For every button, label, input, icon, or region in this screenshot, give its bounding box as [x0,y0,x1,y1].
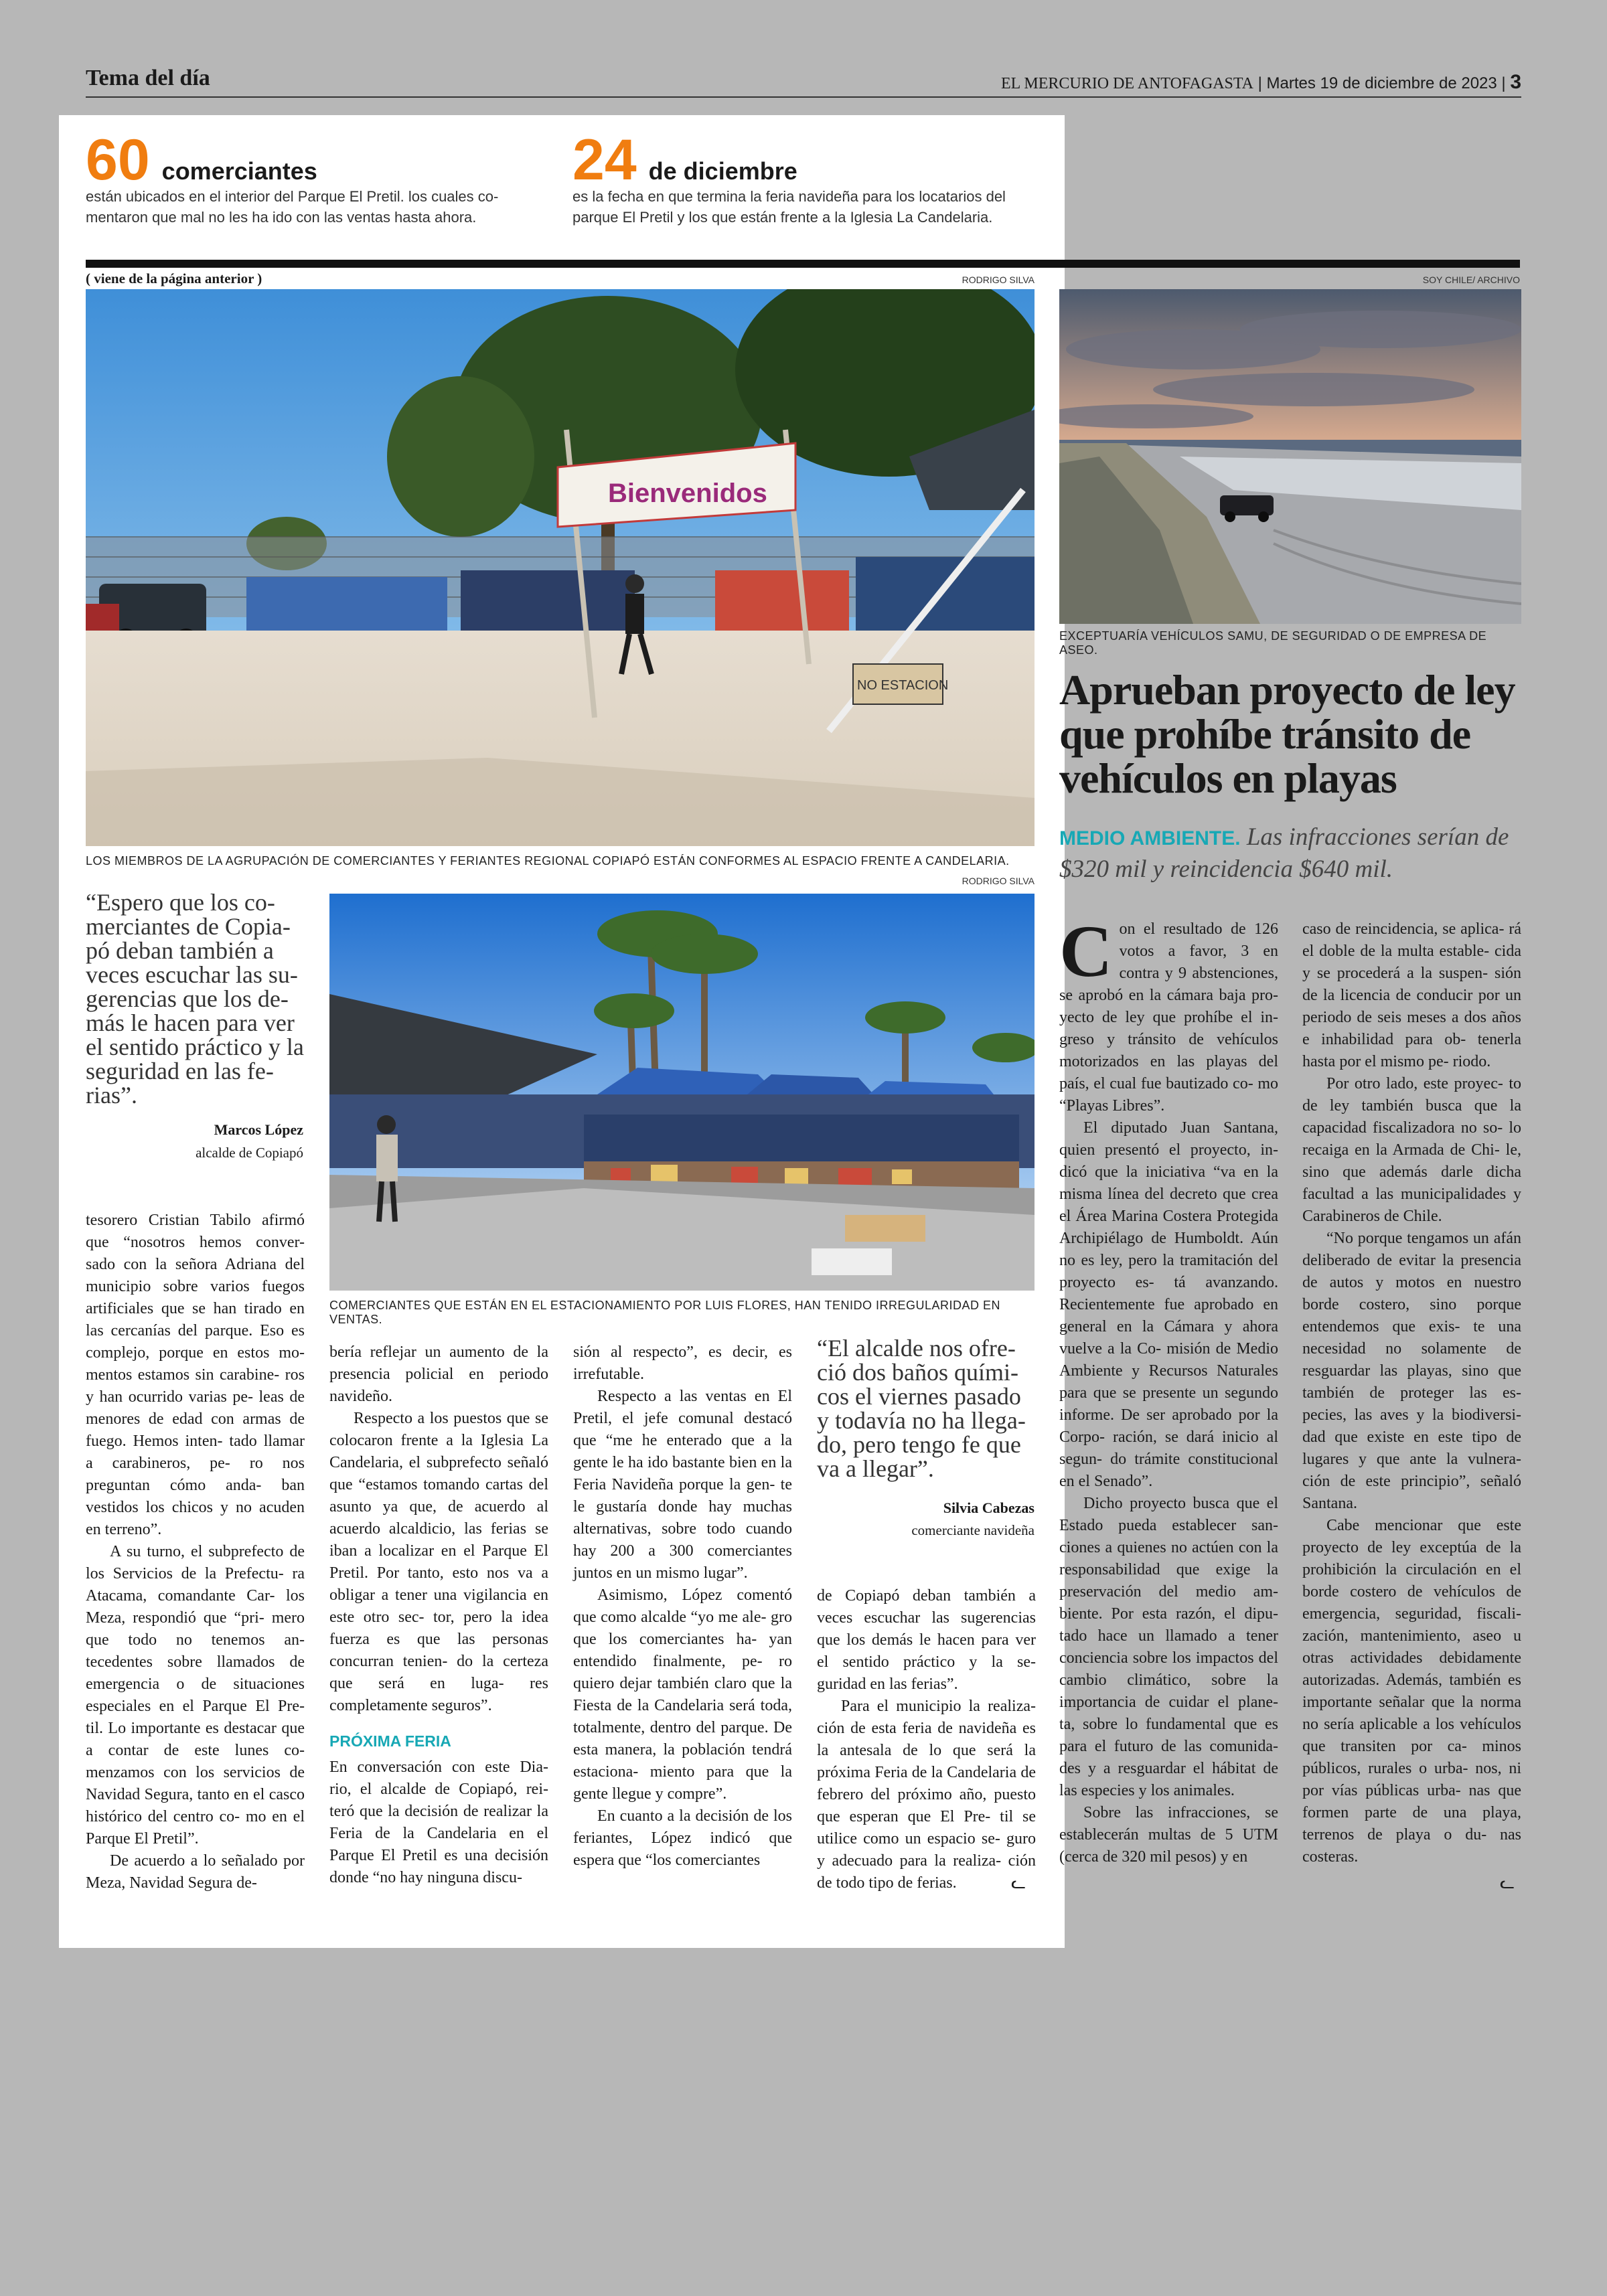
section-label: Tema del día [86,66,210,90]
paragraph: Cabe mencionar que este proyecto de ley exceptúa de la prohibición la circulación en el borde costero de vehículos de emergencia, seguridad, fiscali- zación, mantenimiento, aseo u otras actividades debidamente autorizadas. Además, también es importante señalar que la norma no sería aplicable a los vehículos que transiten por ca- minos públicos, rurales o urba- nos, ni por vías públicas urba- nas que formen parte de una playa, terrenos de playa o du- nas costeras. [1302,1517,1521,1866]
main-article-col-4 [817,1585,1036,1894]
header-rule [86,96,1521,98]
paragraph: sión al respecto”, es decir, es irrefutable. [573,1343,792,1383]
stat-number: 60 [86,128,150,192]
side-kicker: MEDIO AMBIENTE. [1059,827,1241,849]
main-article-col-2 [329,1341,548,1889]
paragraph: Respecto a las ventas en El Pretil, el jefe comunal destacó que “me he enterado que a la gente le ha ido bastante bien en la Feria Navideña porque la gen- te le gustaría donde hay muchas alternativas, sobre todo cuando hay 200 a 300 comerciantes juntos en un mismo lugar”. [573,1388,792,1582]
subheading-proxima-feria: PRÓXIMA FERIA [329,1732,451,1750]
paragraph-text: on el resultado de 126 votos a favor, 3 en contra y 9 abstenciones, se aprobó en la cámara baja pro- yecto de ley que prohíbe el in- greso y tránsito de vehículos motorizados en las playas del país, el cual fue bautizado co- mo “Playas Libres”. [1059,920,1278,1115]
paragraph: caso de reincidencia, se aplica- rá el doble de la multa estable- cida y se procederá a la suspen- sión de la licencia de conducir por un periodo de seis meses a dos años e inhabilidad para ob- tenerla hasta por el mismo pe- riodo. [1302,920,1521,1070]
main-article-col-1 [86,1210,305,1894]
side-headline: Aprueban proyecto de ley que prohíbe tránsito de vehículos en playas [1059,666,1515,802]
paragraph: de Copiapó deban también a veces escuchar las sugerencias que los demás le hacen para ver el sentido práctico y la se- guridad en las ferias”. [817,1587,1036,1693]
quote1-role: alcalde de Copiapó [196,1145,303,1161]
pull-quote-2: “El alcalde nos ofre- ció dos baños quími- cos el viernes pasado y todavía no ha llega- do, pero tengo fe que va a llegar”. [817,1335,1026,1482]
stat-block-1 [86,128,554,228]
dropcap: C [1059,910,1113,992]
continued-label: ( viene de la página anterior ) [86,270,262,286]
end-mark: ᓚ [1011,1873,1026,1892]
side-article-col-1 [1059,910,1278,1868]
photo1-caption: LOS MIEMBROS DE LA AGRUPACIÓN DE COMERCIANTES Y FERIANTES REGIONAL COPIAPÓ ESTÁN CONFORMES AL ESPACIO FRENTE A CANDELARIA. [86,854,1010,868]
paragraph: El diputado Juan Santana, quien presentó el proyecto, in- dicó que la iniciativa “va en la misma línea del decreto que crea el Área Marina Costera Protegida Archipiélago de Humboldt. Aún no es ley, pero la tramitación del proyecto es- tá avanzando. Recientemente fue aprobado en general en la Cámara y ahora vuelve a la Co- misión de Medio Ambiente y Recursos Naturales para que se presente un segundo informe. De ser aprobado por la Corpo- ración, se dará inicio al segun- do trámite constitucional en el Senado”. [1059,1119,1278,1490]
paragraph: Por otro lado, este proyec- to de ley también busca que la capacidad fiscalizadora no so- lo recaiga en la Armada de Chi- le, sino que además darle dicha facultad a las municipalidades y Carabineros de Chile. [1302,1075,1521,1225]
paragraph: bería reflejar un aumento de la presencia policial en periodo navideño. [329,1343,548,1405]
paragraph: Para el municipio la realiza- ción de esta feria de navideña es la antesala de lo que será la próxima Feria de la Candelaria de febrero del próximo año, puesto que esperan que El Pre- til se utilice como un espacio se- guro y adecuado para la realiza- ción de todo tipo de ferias. [817,1698,1036,1892]
paragraph [1059,910,1278,1117]
no-parking-sign-text: NO ESTACION [857,678,949,693]
banner-text: Bienvenidos [608,479,767,508]
photo2-caption: COMERCIANTES QUE ESTÁN EN EL ESTACIONAMIENTO POR LUIS FLORES, HAN TENIDO IRREGULARIDAD EN VENTAS. [329,1299,1000,1326]
stat-label: comerciantes [161,157,317,185]
market-entrance-photo [86,289,1035,846]
photo3-credit: SOY CHILE/ ARCHIVO [1422,274,1520,285]
pull-quote-1: “Espero que los co- merciantes de Copia- pó deban también a veces escuchar las su- gerencias que los de- más le hacen para ver el sentido práctico y la seguridad en las fe- rias”. [86,889,304,1109]
publication-date: Martes 19 de diciembre de 2023 [1266,74,1497,92]
main-article-col-3 [573,1341,792,1872]
photo3-caption: EXCEPTUARÍA VEHÍCULOS SAMU, DE SEGURIDAD O DE EMPRESA DE ASEO. [1059,629,1487,657]
stat-number: 24 [572,128,637,192]
paragraph: “No porque tengamos un afán deliberado de evitar la presencia de autos y motos en nuestro borde costero, sino porque entendemos que exis- te una necesidad no solamente de resguardar las playas, sino que también de proteger las es- pecies, las aves y la biodiversi- dad que existe en este tipo de lugares y que ante la vulnera- ción de este principio”, señaló Santana. [1302,1230,1521,1512]
paragraph: Sobre las infracciones, se establecerán multas de 5 UTM (cerca de 320 mil pesos) y en [1059,1804,1278,1866]
separator: | [1501,74,1511,92]
quote1-author: Marcos López [214,1121,303,1138]
stat-text: es la fecha en que termina la feria navideña para los locatarios del parque El Pretil y los que están frente a la Iglesia La Candelaria. [572,188,1006,226]
stat-label: de diciembre [648,157,797,185]
paragraph: Respecto a los puestos que se colocaron frente a la Iglesia La Candelaria, el subprefecto señaló que “estamos tomando cartas del asunto ya que, de acuerdo al acuerdo alcaldicio, las ferias se iban a localizar en el Parque El Pretil. Por tanto, esto nos va a obligar a tener una vigilancia en este otro sec- tor, pero la idea fuerza es que las personas concurran tenien- do la certeza que será en luga- res completamente seguros”. [329,1410,548,1714]
photo2-credit: RODRIGO SILVA [962,876,1035,886]
paragraph: En conversación con este Dia- rio, el alcalde de Copiapó, rei- teró que la decisión de realizar la Feria de la Candelaria en el Parque El Pretil es una decisión donde “no hay ninguna discu- [329,1758,548,1886]
quote2-author: Silvia Cabezas [943,1499,1035,1516]
publication-line [1001,71,1521,94]
paragraph: Dicho proyecto busca que el Estado pueda establecer san- ciones a quienes no actúen con la responsabilidad que exige la preservación del medio am- biente. Por esta razón, el dipu- tado hace un llamado a tener conciencia sobre los impactos del cambio climático, sobre la importancia de cuidar el plane- ta, sobre lo fundamental que es para el futuro de las comunida- des y a resguardar el hábitat de las especies y los animales. [1059,1495,1278,1799]
quote2-role: comerciante navideña [911,1522,1035,1538]
stat-text: están ubicados en el interior del Parque El Pretil. los cuales co- mentaron que mal no les ha ido con las ventas hasta ahora. [86,188,499,226]
separator: | [1257,74,1267,92]
paragraph: De acuerdo a lo señalado por Meza, Navidad Segura de- [86,1852,305,1892]
market-parking-photo [329,894,1035,1291]
section-rule [86,260,1520,268]
side-end-mark: ᓚ [1500,1873,1515,1892]
paragraph: tesorero Cristian Tabilo afirmó que “nosotros hemos conver- sado con la señora Adriana del municipio sobre varios fuegos artificiales que se han tirado en las cercanías del parque. Eso es complejo, porque en estos mo- mentos estamos sin carabine- ros y han ocurrido varias pe- leas de menores de edad con armas de fuego. Hemos inten- tado llamar a carabineros, pe- ro nos preguntan cómo anda- ban vestidos los chicos y no acuden en terreno”. [86,1212,305,1538]
stat-block-2 [572,128,1041,228]
page-number: 3 [1510,71,1521,93]
beach-car-photo [1059,289,1521,624]
publication-name: EL MERCURIO DE ANTOFAGASTA [1000,75,1253,92]
side-deck-text: Las infracciones serían de $320 mil y reincidencia $640 mil. [1059,823,1509,883]
paragraph: En cuanto a la decisión de los feriantes, López indicó que espera que “los comerciantes [573,1807,792,1869]
photo1-credit: RODRIGO SILVA [962,274,1035,285]
paragraph: A su turno, el subprefecto de los Servicios de la Prefectu- ra Atacama, comandante Car- los Meza, respondió que “pri- mero que todo no tenemos an- tecedentes sobre llamados de emergencia o de situaciones especiales en el Parque El Pre- til. Lo importante es destacar que a contar de este lunes co- menzamos con los servicios de Navidad Segura, tanto en el casco histórico del centro co- mo en el Parque El Pretil”. [86,1543,305,1848]
paragraph: Asimismo, López comentó que como alcalde “yo me ale- gro que los comerciantes ha- yan entendido finalmente, pe- ro quiero dejar también claro que la Fiesta de la Candelaria será toda, totalmente, dentro del parque. De esta manera, la población tendrá estaciona- miento para que la gente llegue y compre”. [573,1586,792,1803]
side-deck [1059,822,1521,885]
side-article-col-2 [1302,918,1521,1868]
